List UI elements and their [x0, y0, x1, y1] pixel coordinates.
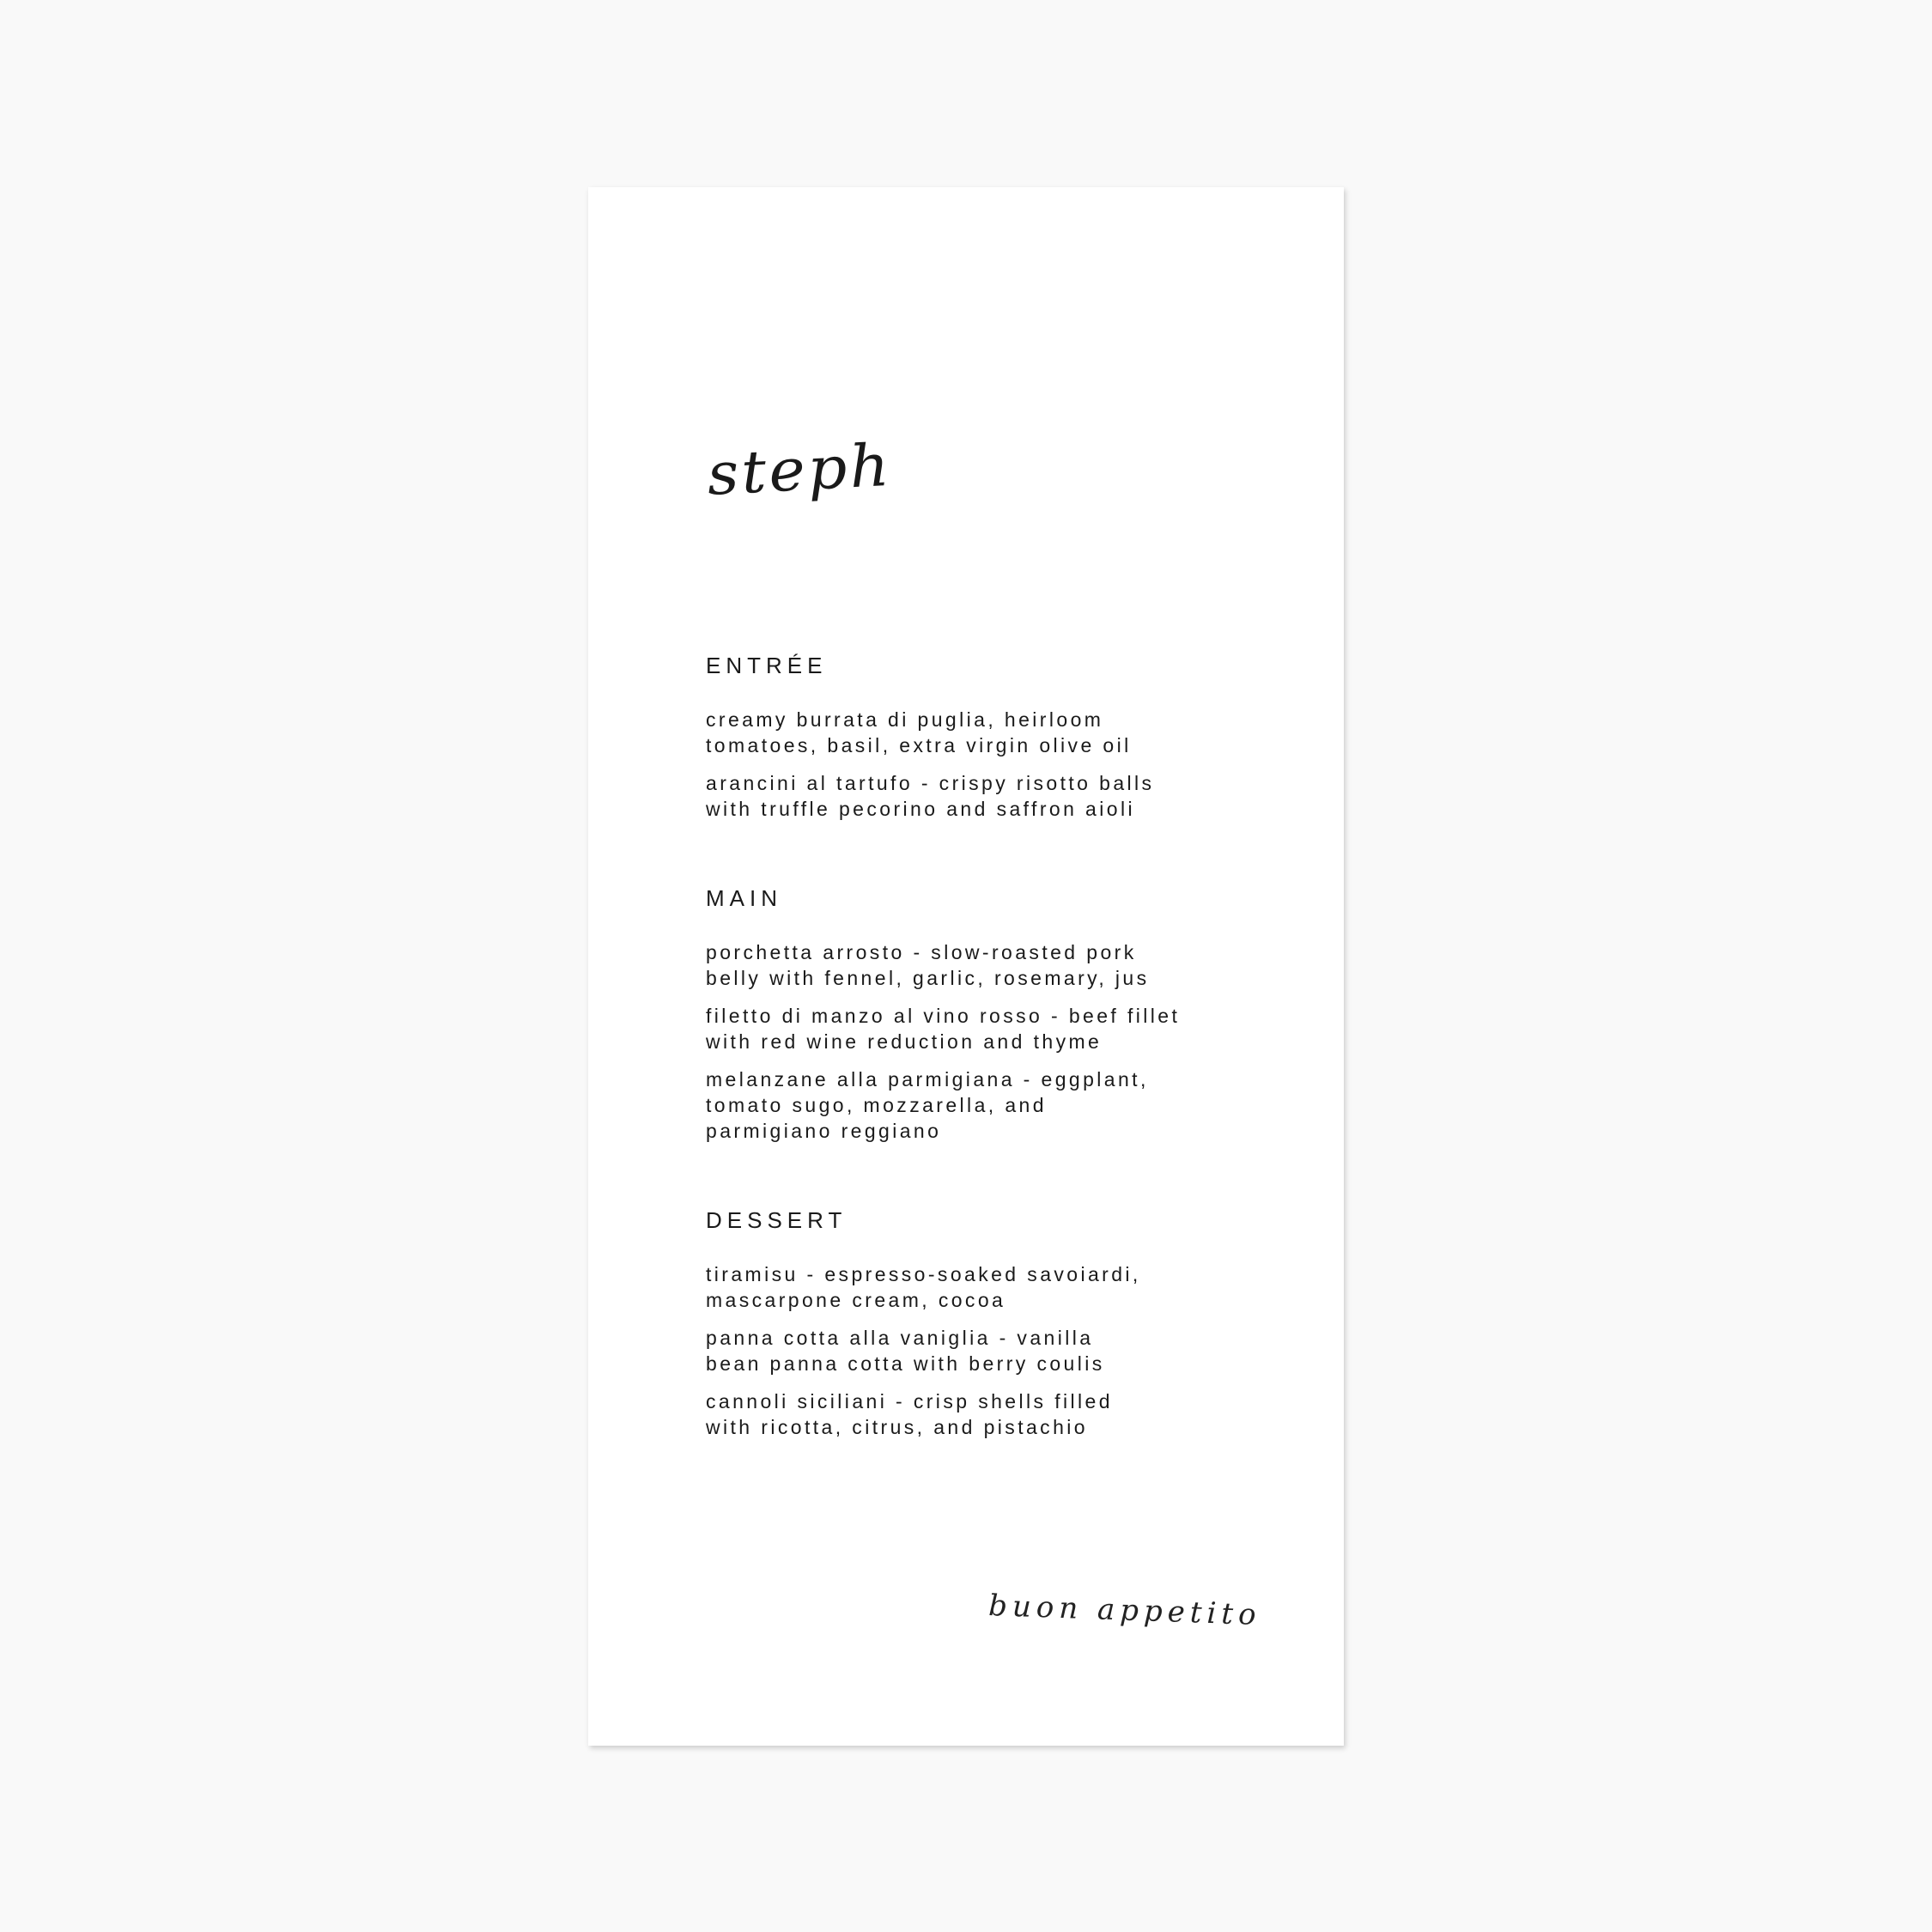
- section-heading-entree: ENTRÉE: [706, 653, 828, 678]
- closing-signature: buon appetito: [987, 1589, 1262, 1633]
- menu-item: creamy burrata di puglia, heirloom tomatoes, basil, extra virgin olive oil: [706, 708, 1132, 756]
- menu-item: arancini al tartufo - crispy risotto balls with truffle pecorino and saffron aioli: [706, 772, 1155, 820]
- section-heading-main: MAIN: [706, 885, 782, 911]
- menu-item: tiramisu - espresso-soaked savoiardi, mascarpone cream, cocoa: [706, 1263, 1141, 1311]
- menu-item: porchetta arrosto - slow-roasted pork belly with fennel, garlic, rosemary, jus: [706, 941, 1150, 989]
- menu-item: filetto di manzo al vino rosso - beef fillet with red wine reduction and thyme: [706, 1005, 1181, 1053]
- menu-item: panna cotta alla vaniglia - vanilla bean panna cotta with berry coulis: [706, 1327, 1105, 1375]
- section-heading-dessert: DESSERT: [706, 1207, 848, 1233]
- guest-name: steph: [705, 431, 894, 509]
- menu-item: melanzane alla parmigiana - eggplant, tomato sugo, mozzarella, and parmigiano reggiano: [706, 1068, 1149, 1142]
- menu-item: cannoli siciliani - crisp shells filled with ricotta, citrus, and pistachio: [706, 1390, 1113, 1438]
